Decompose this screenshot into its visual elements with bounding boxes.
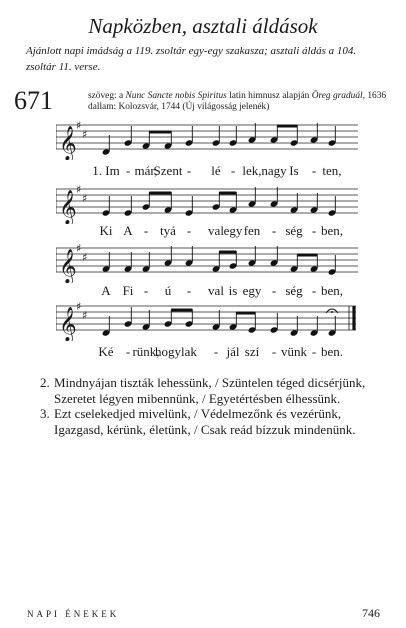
lyric-syllable: lek, [242, 163, 262, 178]
melody-credit: dallam: Kolozsvár, 1744 (Új világosság jelenék) [88, 102, 270, 112]
lyric-syllable: - [311, 344, 317, 359]
lyric-syllable: Is [289, 163, 299, 178]
lyric-syllable: A [123, 223, 133, 238]
lyric-syllable: - [271, 283, 277, 298]
fermata-dot [331, 311, 333, 313]
hymn-source [88, 91, 394, 113]
music-staff-1 [56, 116, 360, 160]
lyric-syllable: Ki [99, 223, 113, 238]
lyric-syllable: is [228, 283, 238, 298]
hymn-number: 671 [14, 86, 53, 115]
lyric-syllable: egy [242, 283, 262, 298]
lyric-syllable: Fi [122, 283, 134, 298]
treble-clef-icon: 𝄞 [59, 307, 77, 341]
verse-2: 2. Mindnyájan tiszták lehessünk, / Szüntelen téged dicsérjünk, Szeretet légyen mibennünk, / Egyetértésben élhessünk. [40, 375, 366, 406]
lyric-syllable: 1. Im [92, 163, 120, 178]
verse-3: 3. Ezt cselekedjed mivelünk, / Védelmezőnk és vezérünk, Igazgasd, kérünk, életünk, / Csak reád bízzuk mindenünk. [40, 406, 356, 437]
lyric-syllable: - [125, 163, 131, 178]
lyric-syllable: tyá [160, 223, 176, 238]
lyric-line-4 [58, 344, 358, 360]
lyric-syllable: - [230, 163, 236, 178]
lyric-syllable: ben, [320, 283, 344, 298]
lyric-syllable: - [143, 283, 149, 298]
lyric-syllable: - [186, 283, 192, 298]
lyric-syllable: val [208, 223, 224, 238]
lyric-syllable: egy [223, 223, 243, 238]
lyric-syllable: ség [285, 223, 303, 238]
lyric-syllable: már, [134, 163, 158, 178]
sharp-c-icon: ♯ [82, 251, 88, 264]
lyric-line-2 [58, 223, 358, 239]
treble-clef-icon: 𝄞 [59, 190, 77, 224]
text-credit: szöveg: a Nunc Sancte nobis Spiritus latin himnusz alapján Öreg graduál, 1636 [88, 91, 387, 101]
lyric-syllable: ség [285, 283, 303, 298]
lyric-syllable: Ké [98, 344, 114, 359]
music-staff-3 [56, 239, 360, 283]
lyric-syllable: - [186, 163, 192, 178]
lyric-syllable: - [213, 344, 219, 359]
lyric-syllable: - [311, 283, 317, 298]
lyric-syllable: lé [211, 163, 221, 178]
lyric-syllable: szí [244, 344, 260, 359]
sharp-c-icon: ♯ [82, 309, 88, 322]
lyric-syllable: - [143, 223, 149, 238]
lyric-syllable: - [311, 163, 317, 178]
lyric-syllable: lak [181, 344, 197, 359]
lyric-syllable: ben, [320, 223, 344, 238]
treble-clef-icon: 𝄞 [59, 126, 77, 160]
lyric-syllable: hogy [155, 344, 181, 359]
music-staff-4 [56, 297, 360, 341]
lyric-syllable: fen [243, 223, 261, 238]
footer-section: NAPI ÉNEKEK [27, 609, 120, 619]
treble-clef-icon: 𝄞 [59, 249, 77, 283]
lyric-syllable: jál [226, 344, 240, 359]
lyric-syllable: nagy [261, 163, 287, 178]
sharp-f-icon: ♯ [76, 300, 82, 313]
lyric-syllable: - [186, 223, 192, 238]
lyric-line-1 [58, 163, 358, 179]
intro-text: Ajánlott napi imádság a 119. zsoltár egy-egy szakasza; asztali áldás a 104. zsoltár 11. verse. [26, 45, 357, 73]
page-title: Napközben, asztali áldások [88, 14, 318, 38]
lyric-syllable: - [311, 223, 317, 238]
lyric-syllable: val [208, 283, 224, 298]
lyric-syllable: - [271, 223, 277, 238]
sharp-f-icon: ♯ [76, 183, 82, 196]
sharp-f-icon: ♯ [76, 119, 82, 132]
lyric-syllable: ú [164, 283, 172, 298]
lyric-syllable: A [101, 283, 111, 298]
lyric-syllable: ben. [320, 344, 344, 359]
sharp-f-icon: ♯ [76, 242, 82, 255]
lyric-syllable: vünk [281, 344, 307, 359]
music-staff-2 [56, 180, 360, 224]
lyric-syllable: - [271, 344, 277, 359]
lyric-syllable: rünk, [132, 344, 160, 359]
sharp-c-icon: ♯ [82, 128, 88, 141]
page-number: 746 [362, 606, 380, 620]
lyric-syllable: Szent [153, 163, 183, 178]
sharp-c-icon: ♯ [82, 192, 88, 205]
verses [40, 375, 386, 437]
lyric-syllable: ten, [322, 163, 342, 178]
lyric-syllable: - [125, 344, 131, 359]
